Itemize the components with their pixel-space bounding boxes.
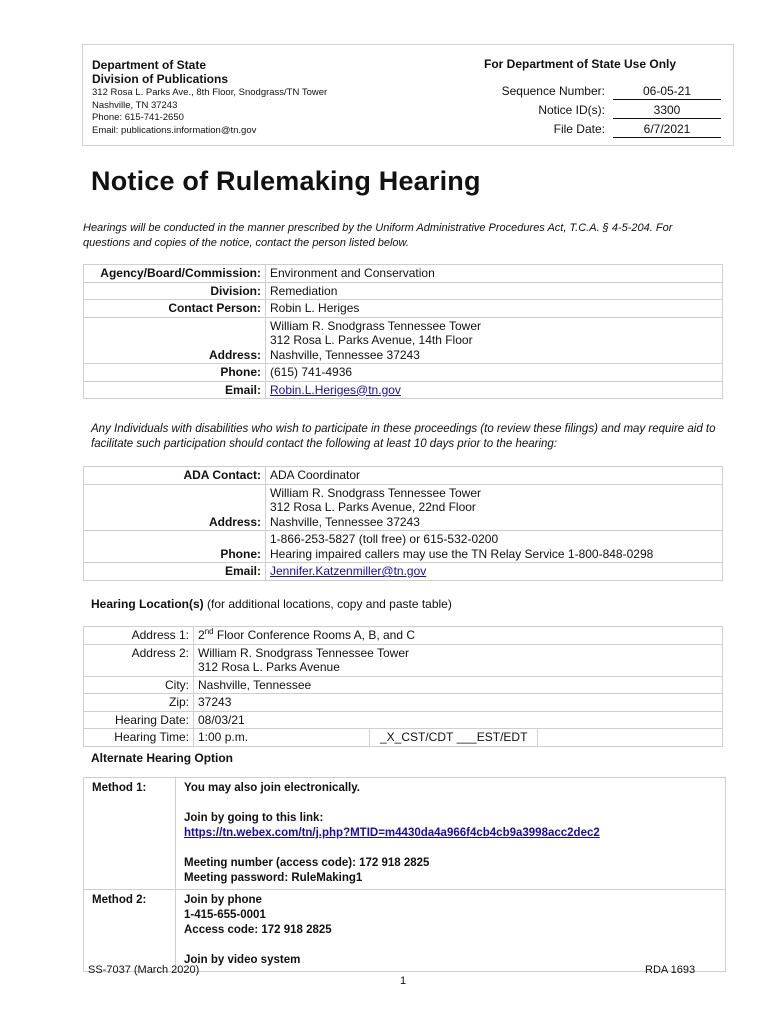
email-value[interactable] [266,381,723,399]
method2-line: Join by video system [184,954,301,966]
agency-label: Agency/Board/Commission: [84,265,266,283]
address2-value[interactable] [194,644,723,676]
contact-label: Contact Person: [84,300,266,318]
address1-floor-number: 2 [198,628,205,642]
method2-details [176,890,726,972]
city-value[interactable]: Nashville, Tennessee [194,676,723,694]
locations-table [83,626,723,747]
address2-label: Address 2: [84,644,194,676]
address-line: William R. Snodgrass Tennessee Tower [270,318,481,333]
ada-address-line: 312 Rosa L. Parks Avenue, 22nd Floor [270,500,476,514]
page-title: Notice of Rulemaking Hearing [91,166,481,196]
address-value[interactable] [266,317,723,364]
address1-value[interactable] [194,627,723,645]
division-row [84,282,723,300]
ada-phone-row [84,531,723,563]
method1-line: Meeting password: RuleMaking1 [184,872,363,884]
address1-rest: Floor Conference Rooms A, B, and C [213,628,416,642]
address1-floor-suffix: nd [204,627,214,636]
dept-line-1: Department of State [92,58,207,72]
sequence-number-row [463,82,721,100]
method2-line: Access code: 172 918 2825 [184,924,332,936]
sequence-number-field[interactable]: 06-05-21 [613,84,721,100]
contact-email-link[interactable]: Robin.L.Heriges@tn.gov [270,382,401,397]
alternate-hearing-heading: Alternate Hearing Option [91,751,234,765]
method1-details [176,778,726,890]
address2-row [84,644,723,676]
method1-label: Method 1: [84,778,176,890]
method2-line: 1-415-655-0001 [184,909,266,921]
method2-line: Join by phone [184,894,262,906]
method1-line: Meeting number (access code): 172 918 2825 [184,857,430,869]
hearing-date-label: Hearing Date: [84,711,194,729]
contact-value[interactable]: Robin L. Heriges [266,300,723,318]
ada-table [83,466,723,581]
agency-table [83,264,723,399]
agency-value[interactable]: Environment and Conservation [266,265,723,283]
zip-label: Zip: [84,694,194,712]
hearing-locations-title: Hearing Location(s) [91,597,204,611]
dept-email: Email: publications.information@tn.gov [92,124,257,136]
ada-address-value[interactable] [266,484,723,531]
dept-line-2: Division of Publications [92,72,229,86]
rda-number: RDA 1693 [645,964,696,976]
ada-address-row [84,484,723,531]
method2-row [84,890,726,972]
cst-option[interactable]: _X_CST/CDT [380,730,454,744]
ada-address-line: Nashville, Tennessee 37243 [270,514,420,529]
contact-row [84,300,723,318]
method1-row [84,778,726,890]
ada-address-label: Address: [84,484,266,531]
form-id: SS-7037 (March 2020) [88,964,200,976]
department-contact [92,87,327,137]
notice-id-field[interactable]: 3300 [613,103,721,119]
timezone-options[interactable] [370,729,538,747]
dept-address-2: Nashville, TN 37243 [92,99,178,111]
ada-address-line: William R. Snodgrass Tennessee Tower [270,485,481,500]
email-label: Email: [84,381,266,399]
hearing-date-value[interactable]: 08/03/21 [194,711,723,729]
sequence-number-label: Sequence Number: [501,84,605,98]
city-label: City: [84,676,194,694]
file-date-field[interactable]: 6/7/2021 [613,122,721,138]
ada-notice: Any Individuals with disabilities who wish to participate in these proceedings (to review these filings) and may require aid to facilitate such participation should contact the following at least 10 days prior to the hearing: [91,423,716,450]
method1-line: You may also join electronically. [184,782,360,794]
ada-email-label: Email: [84,563,266,581]
email-row [84,381,723,399]
city-row [84,676,723,694]
address-label: Address: [84,317,266,364]
webex-link[interactable]: https://tn.webex.com/tn/j.php?MTID=m4430da4a966f4cb4cb9a3998acc2dec2 [184,827,600,839]
address-line: Nashville, Tennessee 37243 [270,347,420,362]
alternate-methods-table [83,777,726,972]
hearing-locations-heading [91,597,452,611]
ada-phone-line: Hearing impaired callers may use the TN Relay Service 1-800-848-0298 [270,546,654,561]
hearing-time-row [84,729,723,747]
method2-label: Method 2: [84,890,176,972]
ada-contact-value[interactable]: ADA Coordinator [266,467,723,485]
division-value[interactable]: Remediation [266,282,723,300]
ada-email-link[interactable]: Jennifer.Katzenmiller@tn.gov [270,564,427,578]
state-use-title: For Department of State Use Only [484,57,677,71]
phone-value[interactable]: (615) 741-4936 [266,364,723,382]
method1-line: Join by going to this link: [184,812,324,824]
intro-text: Hearings will be conducted in the manner prescribed by the Uniform Administrative Procedures Act, T.C.A. § 4-5-204. For questions and copies of the notice, contact the person listed below. [83,222,673,249]
address-row [84,317,723,364]
zip-value[interactable]: 37243 [194,694,723,712]
dept-phone: Phone: 615-741-2650 [92,112,184,123]
ada-email-row [84,563,723,581]
file-date-label: File Date: [553,122,605,136]
ada-phone-value[interactable] [266,531,723,563]
est-option[interactable]: ___EST/EDT [456,730,528,744]
ada-contact-label: ADA Contact: [84,467,266,485]
hearing-time-label: Hearing Time: [84,729,194,747]
department-name [92,58,228,86]
phone-label: Phone: [84,364,266,382]
agency-row [84,265,723,283]
address2-line: William R. Snodgrass Tennessee Tower [198,645,409,660]
hearing-time-spacer [538,729,723,747]
hearing-time-value[interactable]: 1:00 p.m. [194,729,370,747]
division-label: Division: [84,282,266,300]
ada-email-value[interactable] [266,563,723,581]
notice-id-row [463,101,721,119]
file-date-row [463,120,721,138]
page-number: 1 [400,975,407,987]
hearing-date-row [84,711,723,729]
address2-line: 312 Rosa L. Parks Avenue [198,660,340,674]
notice-id-label: Notice ID(s): [538,103,605,117]
address-line: 312 Rosa L. Parks Avenue, 14th Floor [270,333,473,347]
address1-row [84,627,723,645]
hearing-locations-note: (for additional locations, copy and paste table) [207,597,452,611]
phone-row [84,364,723,382]
header-box [82,44,734,146]
ada-phone-line: 1-866-253-5827 (toll free) or 615-532-0200 [270,532,499,546]
zip-row [84,694,723,712]
ada-phone-label: Phone: [84,531,266,563]
address1-label: Address 1: [84,627,194,645]
ada-contact-row [84,467,723,485]
dept-address-1: 312 Rosa L. Parks Ave., 8th Floor, Snodgrass/TN Tower [92,87,328,98]
